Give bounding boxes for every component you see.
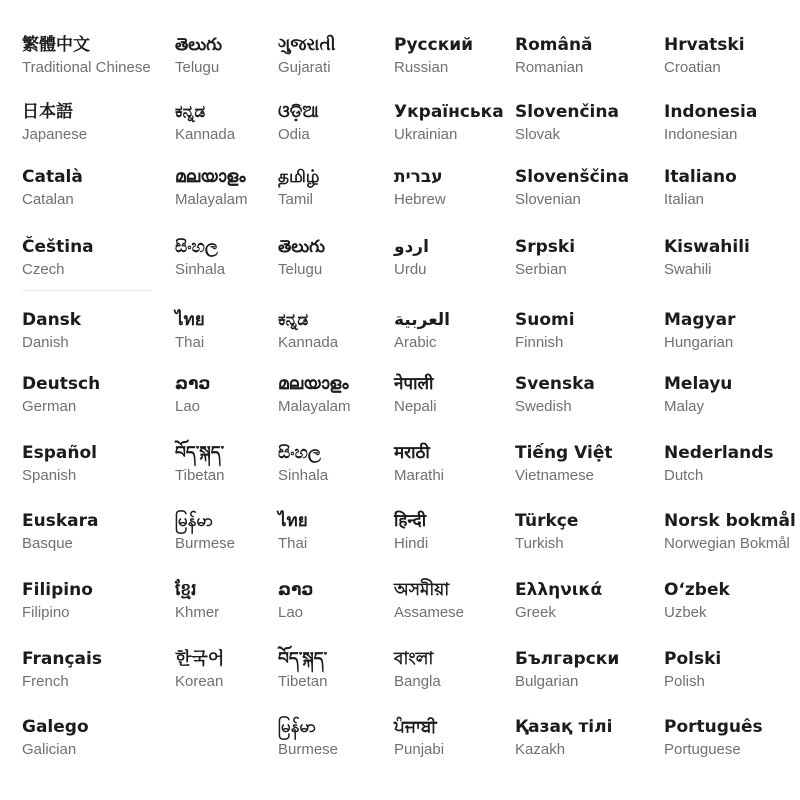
language-native-name: සිංහල bbox=[175, 237, 218, 257]
language-native-name: हिन्दी bbox=[394, 511, 427, 531]
language-option-galician[interactable] bbox=[22, 716, 89, 759]
language-english-name: Spanish bbox=[22, 467, 77, 484]
language-native-name: Svenska bbox=[515, 374, 595, 394]
language-english-name: Swahili bbox=[664, 261, 712, 278]
language-native-name: ខ្មែរ bbox=[175, 580, 197, 600]
language-option-hindi[interactable] bbox=[394, 510, 428, 553]
language-english-name: Indonesian bbox=[664, 126, 738, 143]
language-english-name: Gujarati bbox=[278, 59, 331, 76]
language-english-name: Swedish bbox=[515, 398, 572, 415]
language-native-name: O‘zbek bbox=[664, 580, 730, 600]
language-english-name: Sinhala bbox=[278, 467, 329, 484]
language-option-italian[interactable] bbox=[664, 166, 737, 209]
language-option-tibetan[interactable] bbox=[278, 648, 327, 691]
language-native-name: ਪੰਜਾਬੀ bbox=[394, 717, 437, 737]
language-option-polish[interactable] bbox=[664, 648, 721, 691]
language-native-name: বাংলা bbox=[394, 649, 434, 669]
language-native-name: Български bbox=[515, 649, 620, 669]
language-english-name: Polish bbox=[664, 673, 705, 690]
language-native-name: മലയാളം bbox=[278, 374, 349, 394]
language-english-name: Traditional Chinese bbox=[22, 59, 151, 76]
language-native-name: தமிழ் bbox=[278, 167, 320, 187]
language-option-malayalam[interactable] bbox=[278, 373, 351, 416]
language-option-arabic[interactable] bbox=[394, 309, 450, 352]
language-option-hebrew[interactable] bbox=[394, 166, 446, 209]
language-english-name: Filipino bbox=[22, 604, 70, 621]
language-native-name: Slovenčina bbox=[515, 102, 619, 122]
language-native-name: Polski bbox=[664, 649, 722, 669]
language-option-burmese[interactable] bbox=[175, 510, 235, 553]
language-option-lao[interactable] bbox=[175, 373, 211, 416]
language-option-odia[interactable] bbox=[278, 101, 319, 144]
language-english-name: Khmer bbox=[175, 604, 220, 621]
language-native-name: Deutsch bbox=[22, 374, 101, 394]
language-option-nepali[interactable] bbox=[394, 373, 437, 416]
language-english-name: Arabic bbox=[394, 334, 437, 351]
language-english-name: Malayalam bbox=[278, 398, 351, 415]
language-native-name: Português bbox=[664, 717, 763, 737]
language-option-vietnamese[interactable] bbox=[515, 442, 612, 485]
language-english-name: Bulgarian bbox=[515, 673, 579, 690]
language-native-name: Čeština bbox=[22, 237, 94, 257]
language-native-name: မြန်မာ bbox=[175, 511, 214, 531]
language-english-name: French bbox=[22, 673, 69, 690]
language-native-name: ಕನ್ನಡ bbox=[278, 310, 309, 330]
language-option-bulgarian[interactable] bbox=[515, 648, 619, 691]
language-option-turkish[interactable] bbox=[515, 510, 578, 553]
language-option-serbian[interactable] bbox=[515, 236, 575, 279]
language-native-name: မြန်မာ bbox=[278, 717, 317, 737]
language-native-name: Indonesia bbox=[664, 102, 758, 122]
language-native-name: Italiano bbox=[664, 167, 737, 187]
language-english-name: Vietnamese bbox=[515, 467, 594, 484]
language-option-finnish[interactable] bbox=[515, 309, 575, 352]
language-english-name: Romanian bbox=[515, 59, 584, 76]
language-english-name: Dutch bbox=[664, 467, 704, 484]
language-option-german[interactable] bbox=[22, 373, 100, 416]
language-english-name: Czech bbox=[22, 261, 65, 278]
language-native-name: ಕನ್ನಡ bbox=[175, 102, 206, 122]
language-native-name: অসমীয়া bbox=[394, 580, 450, 600]
language-option-portuguese[interactable] bbox=[664, 716, 763, 759]
language-native-name: Galego bbox=[22, 717, 89, 737]
language-option-kannada[interactable] bbox=[175, 101, 235, 144]
language-english-name: Assamese bbox=[394, 604, 465, 621]
language-native-name: Ελληνικά bbox=[515, 580, 603, 600]
language-native-name: తెలుగు bbox=[278, 237, 325, 257]
language-option-greek[interactable] bbox=[515, 579, 602, 622]
language-english-name: Japanese bbox=[22, 126, 88, 143]
language-option-basque[interactable] bbox=[22, 510, 98, 553]
language-english-name: Kazakh bbox=[515, 741, 566, 758]
language-english-name: Lao bbox=[175, 398, 201, 415]
language-option-danish[interactable] bbox=[22, 309, 81, 352]
language-english-name: Italian bbox=[664, 191, 705, 208]
language-english-name: Lao bbox=[278, 604, 304, 621]
language-option-slovenian[interactable] bbox=[515, 166, 629, 209]
language-native-name: Nederlands bbox=[664, 443, 774, 463]
language-option-marathi[interactable] bbox=[394, 442, 444, 485]
language-english-name: Norwegian Bokmål bbox=[664, 535, 790, 552]
separator-line bbox=[22, 290, 152, 291]
language-native-name: 日本語 bbox=[22, 102, 73, 122]
language-native-name: 繁體中文 bbox=[22, 35, 90, 55]
language-native-name: Русский bbox=[394, 35, 474, 55]
language-english-name: Serbian bbox=[515, 261, 567, 278]
language-native-name: తెలుగు bbox=[175, 35, 222, 55]
language-native-name: Euskara bbox=[22, 511, 99, 531]
language-native-name: ไทย bbox=[278, 511, 308, 531]
language-option-indonesian[interactable] bbox=[664, 101, 757, 144]
language-english-name: Urdu bbox=[394, 261, 427, 278]
language-option-slovak[interactable] bbox=[515, 101, 619, 144]
language-english-name: Telugu bbox=[175, 59, 220, 76]
language-native-name: Français bbox=[22, 649, 102, 669]
language-english-name: Uzbek bbox=[664, 604, 707, 621]
language-native-name: ລາວ bbox=[278, 580, 314, 600]
language-english-name: Thai bbox=[175, 334, 205, 351]
language-option-uzbek[interactable] bbox=[664, 579, 730, 622]
language-option-gujarati[interactable] bbox=[278, 34, 336, 77]
language-option-bangla[interactable] bbox=[394, 648, 441, 691]
language-option-ukrainian[interactable] bbox=[394, 101, 504, 144]
language-option-urdu[interactable] bbox=[394, 236, 429, 279]
language-native-name: ગુજરાતી bbox=[278, 35, 336, 55]
language-native-name: Slovenščina bbox=[515, 167, 630, 187]
language-option-russian[interactable] bbox=[394, 34, 473, 77]
language-option-telugu[interactable] bbox=[175, 34, 222, 77]
language-native-name: Magyar bbox=[664, 310, 736, 330]
language-english-name: Danish bbox=[22, 334, 69, 351]
language-native-name: Українська bbox=[394, 102, 504, 122]
language-english-name: Korean bbox=[175, 673, 224, 690]
language-english-name: Nepali bbox=[394, 398, 437, 415]
language-native-name: اردو bbox=[394, 237, 429, 257]
language-option-french[interactable] bbox=[22, 648, 102, 691]
language-option-dutch[interactable] bbox=[664, 442, 774, 485]
language-option-thai[interactable] bbox=[175, 309, 205, 352]
language-native-name: Türkçe bbox=[515, 511, 579, 531]
language-english-name: Telugu bbox=[278, 261, 323, 278]
language-native-name: 한국어 bbox=[175, 649, 225, 669]
language-option-hungarian[interactable] bbox=[664, 309, 736, 352]
language-english-name: Hindi bbox=[394, 535, 429, 552]
language-native-name: Español bbox=[22, 443, 97, 463]
language-english-name: Hungarian bbox=[664, 334, 734, 351]
language-option-spanish[interactable] bbox=[22, 442, 97, 485]
language-native-name: ไทย bbox=[175, 310, 205, 330]
language-native-name: മലയാളം bbox=[175, 167, 246, 187]
language-english-name: Catalan bbox=[22, 191, 74, 208]
language-native-name: བོད་སྐད་ bbox=[278, 649, 328, 669]
language-english-name: Croatian bbox=[664, 59, 721, 76]
language-english-name: Odia bbox=[278, 126, 310, 143]
language-option-norwegian-bokm-l[interactable] bbox=[664, 510, 796, 553]
language-english-name: Malay bbox=[664, 398, 705, 415]
language-english-name: Portuguese bbox=[664, 741, 741, 758]
language-option-sinhala[interactable] bbox=[175, 236, 225, 279]
language-native-name: मराठी bbox=[394, 443, 430, 463]
language-option-korean[interactable] bbox=[175, 648, 224, 691]
language-option-assamese[interactable] bbox=[394, 579, 464, 622]
language-option-tamil[interactable] bbox=[278, 166, 320, 209]
language-native-name: ଓଡ଼ିଆ bbox=[278, 102, 319, 122]
language-native-name: ລາວ bbox=[175, 374, 211, 394]
language-english-name: Hebrew bbox=[394, 191, 446, 208]
language-english-name: Tibetan bbox=[278, 673, 328, 690]
language-option-swahili[interactable] bbox=[664, 236, 750, 279]
language-option-punjabi[interactable] bbox=[394, 716, 444, 759]
language-native-name: Srpski bbox=[515, 237, 576, 257]
language-english-name: Turkish bbox=[515, 535, 564, 552]
language-native-name: සිංහල bbox=[278, 443, 321, 463]
language-option-croatian[interactable] bbox=[664, 34, 745, 77]
language-english-name: Thai bbox=[278, 535, 308, 552]
language-english-name: Punjabi bbox=[394, 741, 445, 758]
language-english-name: Bangla bbox=[394, 673, 441, 690]
language-native-name: Hrvatski bbox=[664, 35, 745, 55]
language-english-name: Tibetan bbox=[175, 467, 225, 484]
language-native-name: Tiếng Việt bbox=[515, 443, 613, 463]
language-native-name: Қазақ тілі bbox=[515, 717, 613, 737]
language-english-name: Burmese bbox=[175, 535, 236, 552]
language-english-name: Russian bbox=[394, 59, 449, 76]
language-native-name: Română bbox=[515, 35, 593, 55]
language-option-catalan[interactable] bbox=[22, 166, 83, 209]
language-english-name: Kannada bbox=[175, 126, 236, 143]
language-native-name: Català bbox=[22, 167, 83, 187]
language-english-name: Slovenian bbox=[515, 191, 581, 208]
language-english-name: Greek bbox=[515, 604, 556, 621]
language-native-name: العربية bbox=[394, 310, 451, 330]
language-native-name: Filipino bbox=[22, 580, 93, 600]
language-option-thai[interactable] bbox=[278, 510, 308, 553]
language-option-czech[interactable] bbox=[22, 236, 94, 279]
language-option-kannada[interactable] bbox=[278, 309, 338, 352]
language-english-name: Galician bbox=[22, 741, 77, 758]
language-option-kazakh[interactable] bbox=[515, 716, 612, 759]
language-native-name: Kiswahili bbox=[664, 237, 750, 257]
language-option-traditional-chinese[interactable] bbox=[22, 34, 151, 77]
language-native-name: नेपाली bbox=[394, 374, 434, 394]
language-native-name: Norsk bokmål bbox=[664, 511, 796, 531]
language-option-filipino[interactable] bbox=[22, 579, 93, 622]
language-english-name: Basque bbox=[22, 535, 73, 552]
language-english-name: Marathi bbox=[394, 467, 445, 484]
language-english-name: Slovak bbox=[515, 126, 561, 143]
language-english-name: Malayalam bbox=[175, 191, 248, 208]
language-native-name: Melayu bbox=[664, 374, 733, 394]
language-option-malay[interactable] bbox=[664, 373, 732, 416]
language-option-lao[interactable] bbox=[278, 579, 314, 622]
language-option-sinhala[interactable] bbox=[278, 442, 328, 485]
language-option-burmese[interactable] bbox=[278, 716, 338, 759]
language-native-name: བོད་སྐད་ bbox=[175, 443, 225, 463]
language-option-khmer[interactable] bbox=[175, 579, 219, 622]
language-option-romanian[interactable] bbox=[515, 34, 593, 77]
language-native-name: Dansk bbox=[22, 310, 82, 330]
language-english-name: Sinhala bbox=[175, 261, 226, 278]
language-option-malayalam[interactable] bbox=[175, 166, 248, 209]
language-option-swedish[interactable] bbox=[515, 373, 595, 416]
language-native-name: עברית bbox=[394, 167, 443, 187]
language-english-name: Tamil bbox=[278, 191, 314, 208]
language-english-name: Finnish bbox=[515, 334, 564, 351]
language-option-telugu[interactable] bbox=[278, 236, 325, 279]
language-native-name: Suomi bbox=[515, 310, 575, 330]
language-english-name: German bbox=[22, 398, 77, 415]
language-english-name: Ukrainian bbox=[394, 126, 458, 143]
language-english-name: Kannada bbox=[278, 334, 339, 351]
language-option-tibetan[interactable] bbox=[175, 442, 224, 485]
language-option-japanese[interactable] bbox=[22, 101, 87, 144]
language-english-name: Burmese bbox=[278, 741, 339, 758]
